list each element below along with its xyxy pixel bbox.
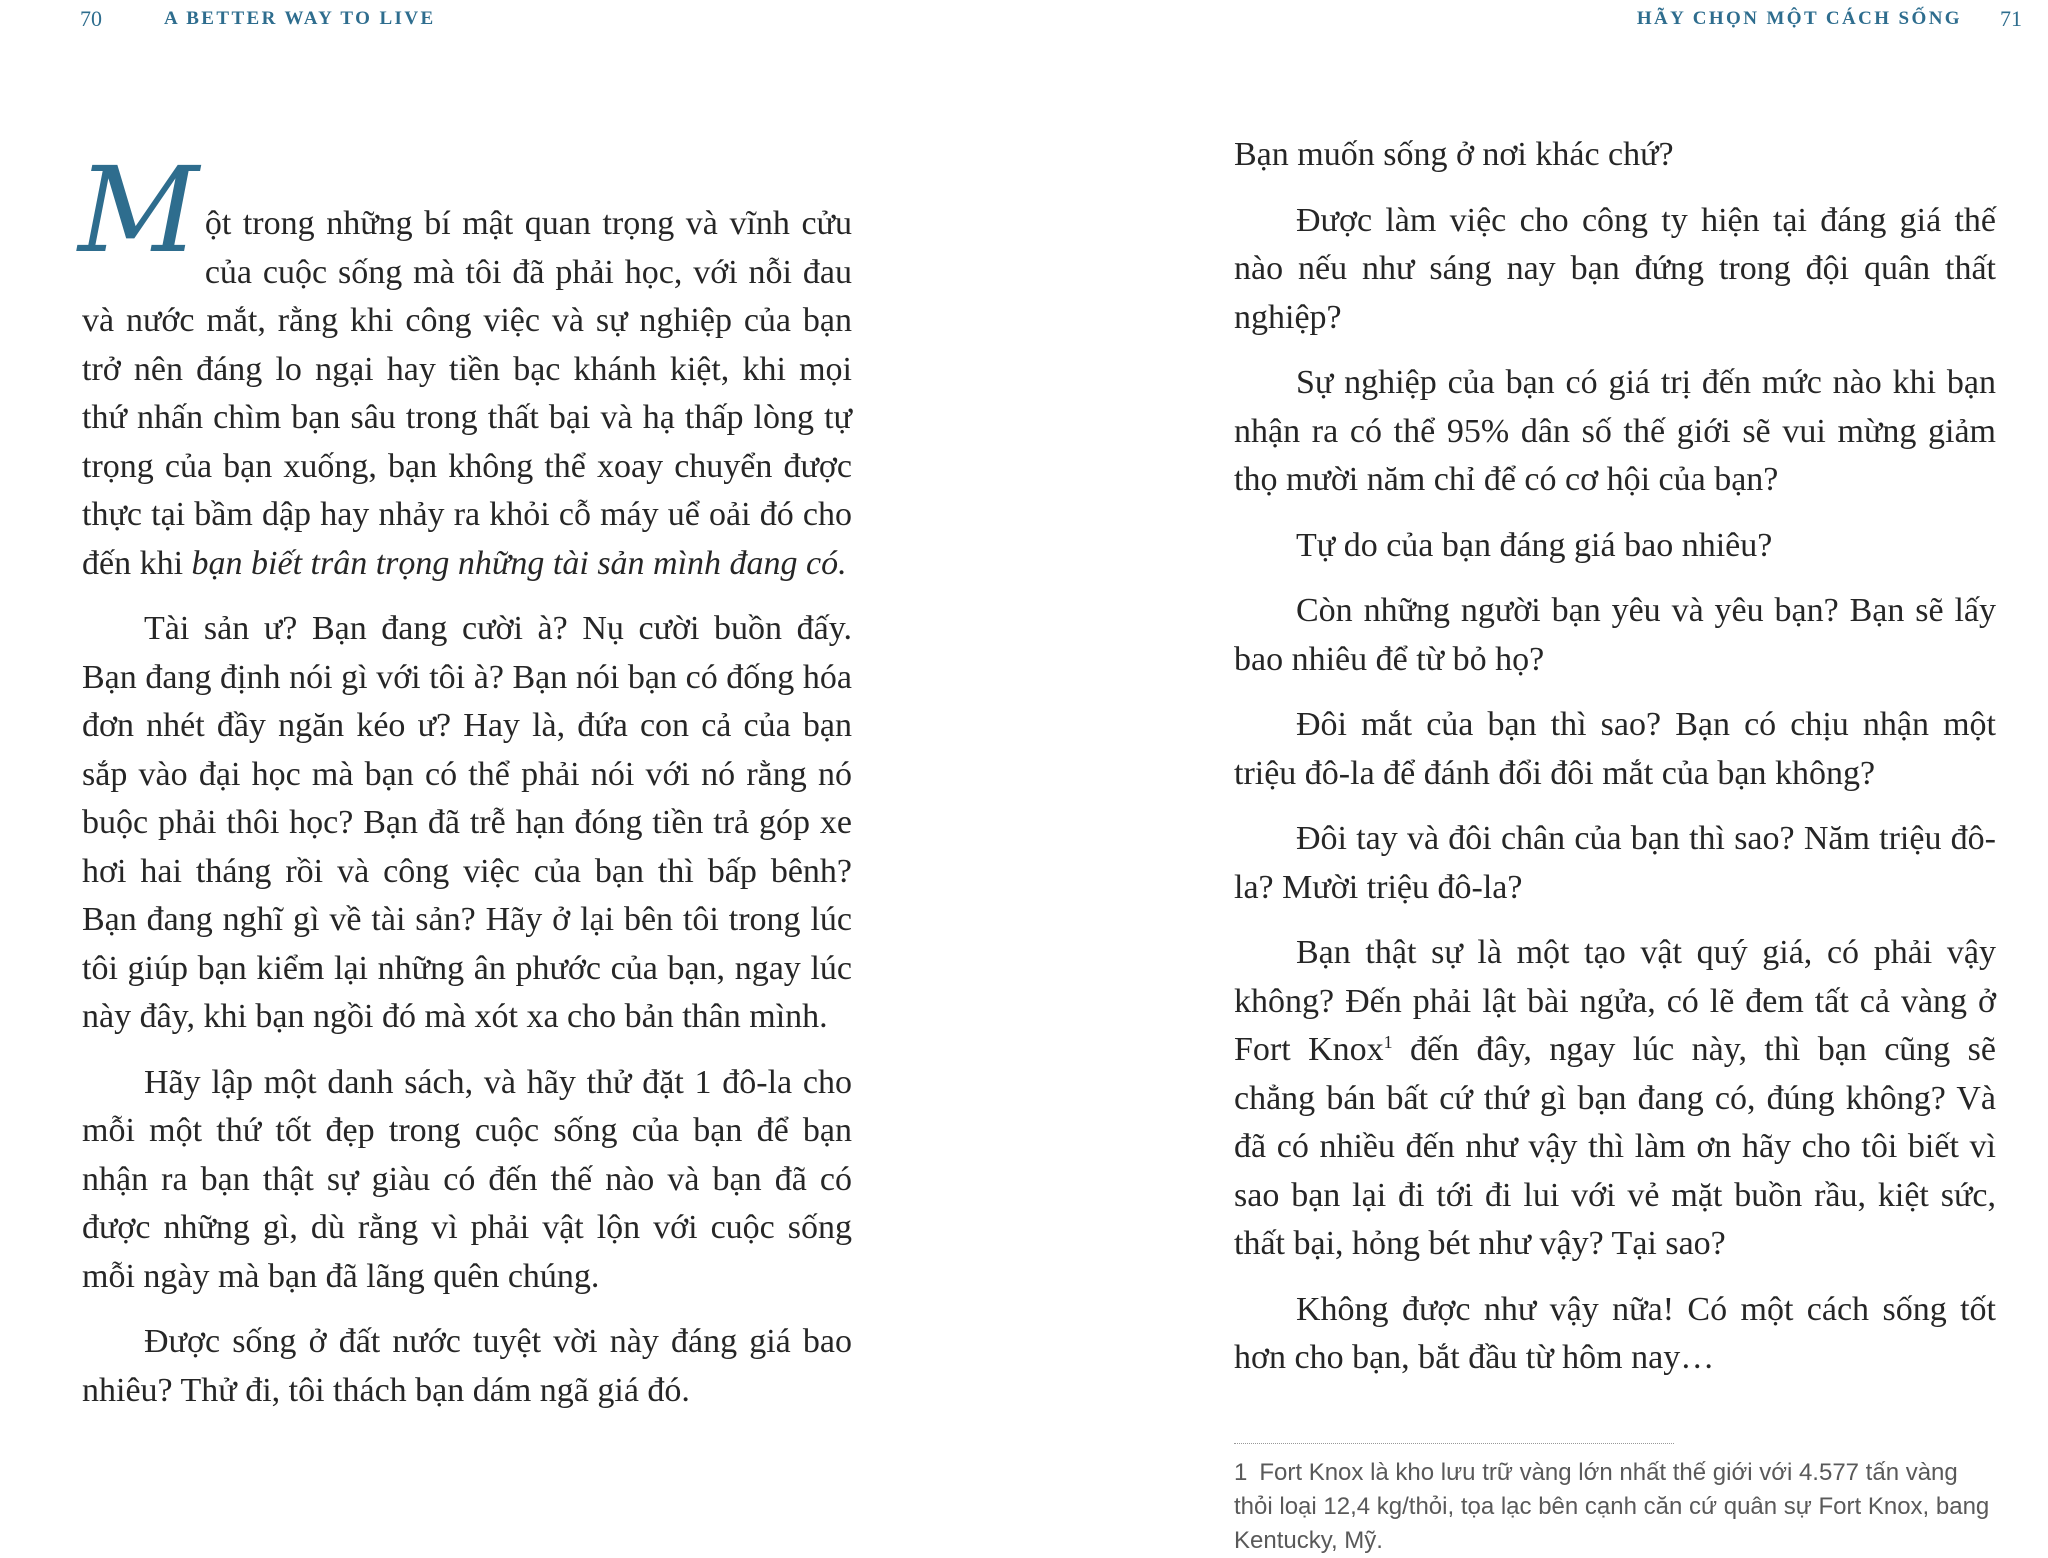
right-text-block — [1234, 131, 1996, 1400]
paragraph: Bạn muốn sống ở nơi khác chứ? — [1234, 136, 1674, 173]
opening-paragraph-emphasis: bạn biết trân trọng những tài sản mình đang có. — [191, 544, 847, 582]
left-text-block — [78, 141, 852, 1432]
left-running-head: A BETTER WAY TO LIVE — [164, 8, 436, 29]
paragraph: Còn những người bạn yêu và yêu bạn? Bạn sẽ lấy bao nhiêu để từ bỏ họ? — [1234, 592, 1996, 678]
opening-paragraph — [78, 141, 852, 588]
opening-paragraph-text: ột trong những bí mật quan trọng và vĩnh cửu của cuộc sống mà tôi đã phải học, với nỗi đau và nước mắt, rằng khi công việc và sự nghiệp của bạn trở nên đáng lo ngại hay tiền bạc khánh kiệt, khi mọi thứ nhấn chìm bạn sâu trong thất bại và hạ thấp lòng tự trọng của bạn xuống, bạn không thể xoay chuyển được thực tại bầm dập hay nhảy ra khỏi cỗ máy uể oải đó cho đến khi — [82, 205, 852, 582]
drop-cap: M — [78, 141, 199, 279]
right-running-head: HÃY CHỌN MỘT CÁCH SỐNG — [1636, 8, 1962, 29]
paragraph: Được làm việc cho công ty hiện tại đáng giá thế nào nếu như sáng nay bạn đứng trong đội quân thất nghiệp? — [1234, 201, 1996, 336]
paragraph: Sự nghiệp của bạn có giá trị đến mức nào khi bạn nhận ra có thể 95% dân số thế giới sẽ vui mừng giảm thọ mười năm chỉ để có cơ hội của bạn? — [1234, 364, 1996, 498]
paragraph: Tài sản ư? Bạn đang cười à? Nụ cười buồn đấy. Bạn đang định nói gì với tôi à? Bạn nói bạn có đống hóa đơn nhét đầy ngăn kéo ư? Hay là, đứa con cả của bạn sắp vào đại học mà bạn có thể phải nói với nó rằng nó buộc phải thôi học? Bạn đã trễ hạn đóng tiền trả góp xe hơi hai tháng rồi và công việc của bạn thì bấp bênh? Bạn đang nghĩ gì về tài sản? Hãy ở lại bên tôi trong lúc tôi giúp bạn kiểm lại những ân phước của bạn, ngay lúc này đây, khi bạn ngồi đó mà xót xa cho bản thân mình. — [82, 610, 852, 1035]
footnote-text: Fort Knox là kho lưu trữ vàng lớn nhất thế giới với 4.577 tấn vàng thỏi loại 12,4 kg/thỏi, tọa lạc bên cạnh căn cứ quân sự Fort Knox, bang Kentucky, Mỹ. — [1234, 1459, 1990, 1554]
fort-knox-paragraph — [1234, 929, 1996, 1269]
footnote-number: 1 — [1234, 1459, 1248, 1486]
footnote-rule — [1234, 1443, 1674, 1444]
left-page — [0, 0, 1024, 1554]
paragraph: Không được như vậy nữa! Có một cách sống tốt hơn cho bạn, bắt đầu từ hôm nay… — [1234, 1290, 1996, 1376]
fort-knox-text-after: đến đây, ngay lúc này, thì bạn cũng sẽ chẳng bán bất cứ thứ gì bạn đang có, đúng không? Và đã có nhiều đến như vậy thì làm ơn hãy cho tôi biết vì sao bạn lại đi tới đi lui với vẻ mặt buồn rầu, kiệt sức, thất bại, hỏng bét như vậy? Tại sao? — [1234, 1031, 1996, 1262]
footnote — [1234, 1456, 1996, 1558]
paragraph: Tự do của bạn đáng giá bao nhiêu? — [1296, 526, 1773, 564]
paragraph: Đôi mắt của bạn thì sao? Bạn có chịu nhận một triệu đô-la để đánh đổi đôi mắt của bạn không? — [1234, 706, 1996, 792]
paragraph: Đôi tay và đôi chân của bạn thì sao? Năm triệu đô-la? Mười triệu đô-la? — [1234, 820, 1996, 906]
left-page-number: 70 — [80, 6, 102, 31]
paragraph: Được sống ở đất nước tuyệt vời này đáng giá bao nhiêu? Thử đi, tôi thách bạn dám ngã giá đó. — [82, 1323, 852, 1409]
fort-knox-text-before: Bạn thật sự là một tạo vật quý giá, có phải vậy không? Đến phải lật bài ngửa, có lẽ đem tất cả vàng ở Fort Knox — [1234, 934, 1996, 1068]
footnote-reference[interactable]: 1 — [1383, 1032, 1393, 1052]
paragraph: Hãy lập một danh sách, và hãy thử đặt 1 đô-la cho mỗi một thứ tốt đẹp trong cuộc sống của bạn để bạn nhận ra bạn thật sự giàu có đến thế nào và bạn đã có được những gì, dù rằng vì phải vật lộn với cuộc sống mỗi ngày mà bạn đã lãng quên chúng. — [82, 1063, 852, 1295]
right-page-number: 71 — [2000, 6, 2022, 31]
